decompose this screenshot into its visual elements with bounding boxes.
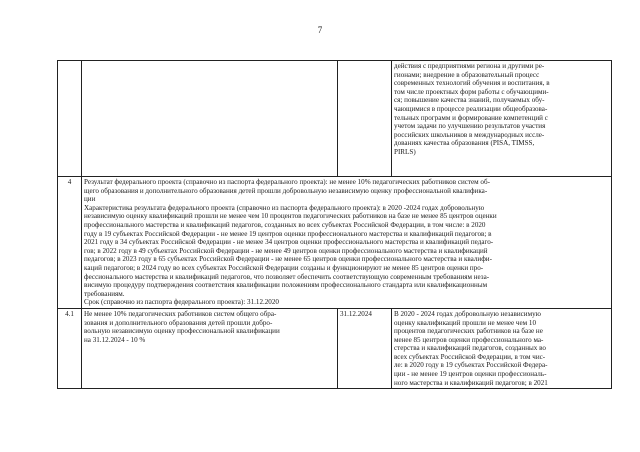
text-line: на 31.12.2024 - 10 % xyxy=(84,335,146,344)
text-line: тельных программ и формирование компетенций с xyxy=(394,113,548,122)
text-line: каций педагогов; в 2024 году во всех субъектах Российской Федерации созданы и функционируют не менее 85 центров оценки про- xyxy=(84,263,484,272)
date-cell: 31.12.2024 xyxy=(338,308,392,388)
federal-project-result-cell xyxy=(82,177,612,309)
text-line: педагогов; в 2023 году в 65 субъектах Российской Федерации - не менее 65 центров оценки профессионального мастерства и квалифи- xyxy=(84,255,492,264)
description-text xyxy=(394,310,609,387)
text-line: том числе проектных форм работы с обучающими- xyxy=(394,87,549,96)
text-line: менее 85 центров оценки профессионального ма- xyxy=(394,335,544,344)
text-line: ного мастерства и квалификаций педагогов; в 2021 xyxy=(394,378,548,387)
row-number-cell xyxy=(58,61,82,177)
text-line: профессионального мастерства и квалификаций педагогов, созданных во всех субъектах Российской Федерации, в том числе: в 2020 xyxy=(84,220,486,229)
text-line: Характеристика результата федерального проекта (справочно из паспорта федерального проекта): в 2020 -2024 годах добровольную xyxy=(84,203,485,212)
description-cell xyxy=(392,61,612,177)
text-line: чающимися в процессе реализации общеобразова- xyxy=(394,104,548,113)
description-text xyxy=(394,62,609,157)
row-number-cell: 4.1 xyxy=(58,308,82,388)
text-line: современных технологий обучения и воспитания, в xyxy=(394,79,550,88)
project-results-table xyxy=(57,60,612,389)
table-row xyxy=(58,308,612,388)
result-cell xyxy=(82,308,338,388)
text-line: учетом задачи по улучшению результатов участия xyxy=(394,122,546,131)
text-line: PIRLS) xyxy=(394,147,416,156)
text-line: процентов педагогических работников на базе не xyxy=(394,327,543,336)
text-line: требованиям. xyxy=(84,289,125,298)
description-cell xyxy=(392,308,612,388)
text-line: оценку квалификаций прошли не менее чем 10 xyxy=(394,318,537,327)
text-line: ции xyxy=(84,195,96,204)
result-text xyxy=(84,310,335,344)
text-line: действия с предприятиями региона и другими ре- xyxy=(394,62,545,70)
row-number-cell: 4 xyxy=(58,177,82,309)
page-number: 7 xyxy=(317,25,323,35)
table-row xyxy=(58,177,612,309)
text-line: российских школьников в международных иссле- xyxy=(394,130,545,139)
text-line: В 2020 - 2024 годах добровольную независимую xyxy=(394,309,541,318)
text-line: ции - не менее 19 центров оценки профессиональ- xyxy=(394,370,547,379)
result-cell xyxy=(82,61,338,177)
text-line: щего образования и дополнительного образования детей прошли добровольную независимую оценку профессиональной квалифика- xyxy=(84,186,488,195)
text-line: зования и дополнительного образования детей прошли добро- xyxy=(84,318,273,327)
date-cell xyxy=(338,61,392,177)
text-line: 2021 году в 34 субъектах Российской Федерации - не менее 34 центров оценки профессионального мастерства и квалификаций педаго- xyxy=(84,238,494,247)
text-line: дованиях качества образования (PISA, TIMSS, xyxy=(394,139,535,148)
table-row xyxy=(58,61,612,177)
text-line: ле: в 2020 году в 19 субъектах Российской Федера- xyxy=(394,361,548,370)
text-line: году в 19 субъектах Российской Федерации - не менее 19 центров оценки профессионального мастерства и квалификаций педагогов; в xyxy=(84,229,492,238)
text-line: Не менее 10% педагогических работников систем общего обра- xyxy=(84,309,277,318)
text-line: фессионального мастерства и квалификаций педагогов, что позволяет обеспечить соответствующую современным требованиям неза- xyxy=(84,272,490,281)
text-line: Результат федерального проекта (справочно из паспорта федерального проекта): не менее 10% педагогических работников систем об- xyxy=(84,178,490,186)
federal-project-result-text xyxy=(84,178,609,307)
text-line: висимую процедуру подтверждения соответствия квалификации положениям профессионального стандарта или квалификационным xyxy=(84,281,488,290)
text-line: гионами; внедрение в образовательный процесс xyxy=(394,70,540,79)
text-line: Срок (справочно из паспорта федерального проекта): 31.12.2020 xyxy=(84,298,279,307)
text-line: всех субъектах Российской Федерации, в том чис- xyxy=(394,352,546,361)
text-line: независимую оценку квалификаций прошли не менее чем 10 процентов педагогических работников на базе не менее 85 центров оценки xyxy=(84,212,497,221)
text-line: гов; в 2022 году в 49 субъектах Российской Федерации - не менее 49 центров оценки профессионального мастерства и квалификаций xyxy=(84,246,488,255)
text-line: ся; повышение качества знаний, получаемых обу- xyxy=(394,96,545,105)
text-line: стерства и квалификаций педагогов, созданных во xyxy=(394,344,546,353)
text-line: вольную независимую оценку профессиональной квалификации xyxy=(84,327,280,336)
